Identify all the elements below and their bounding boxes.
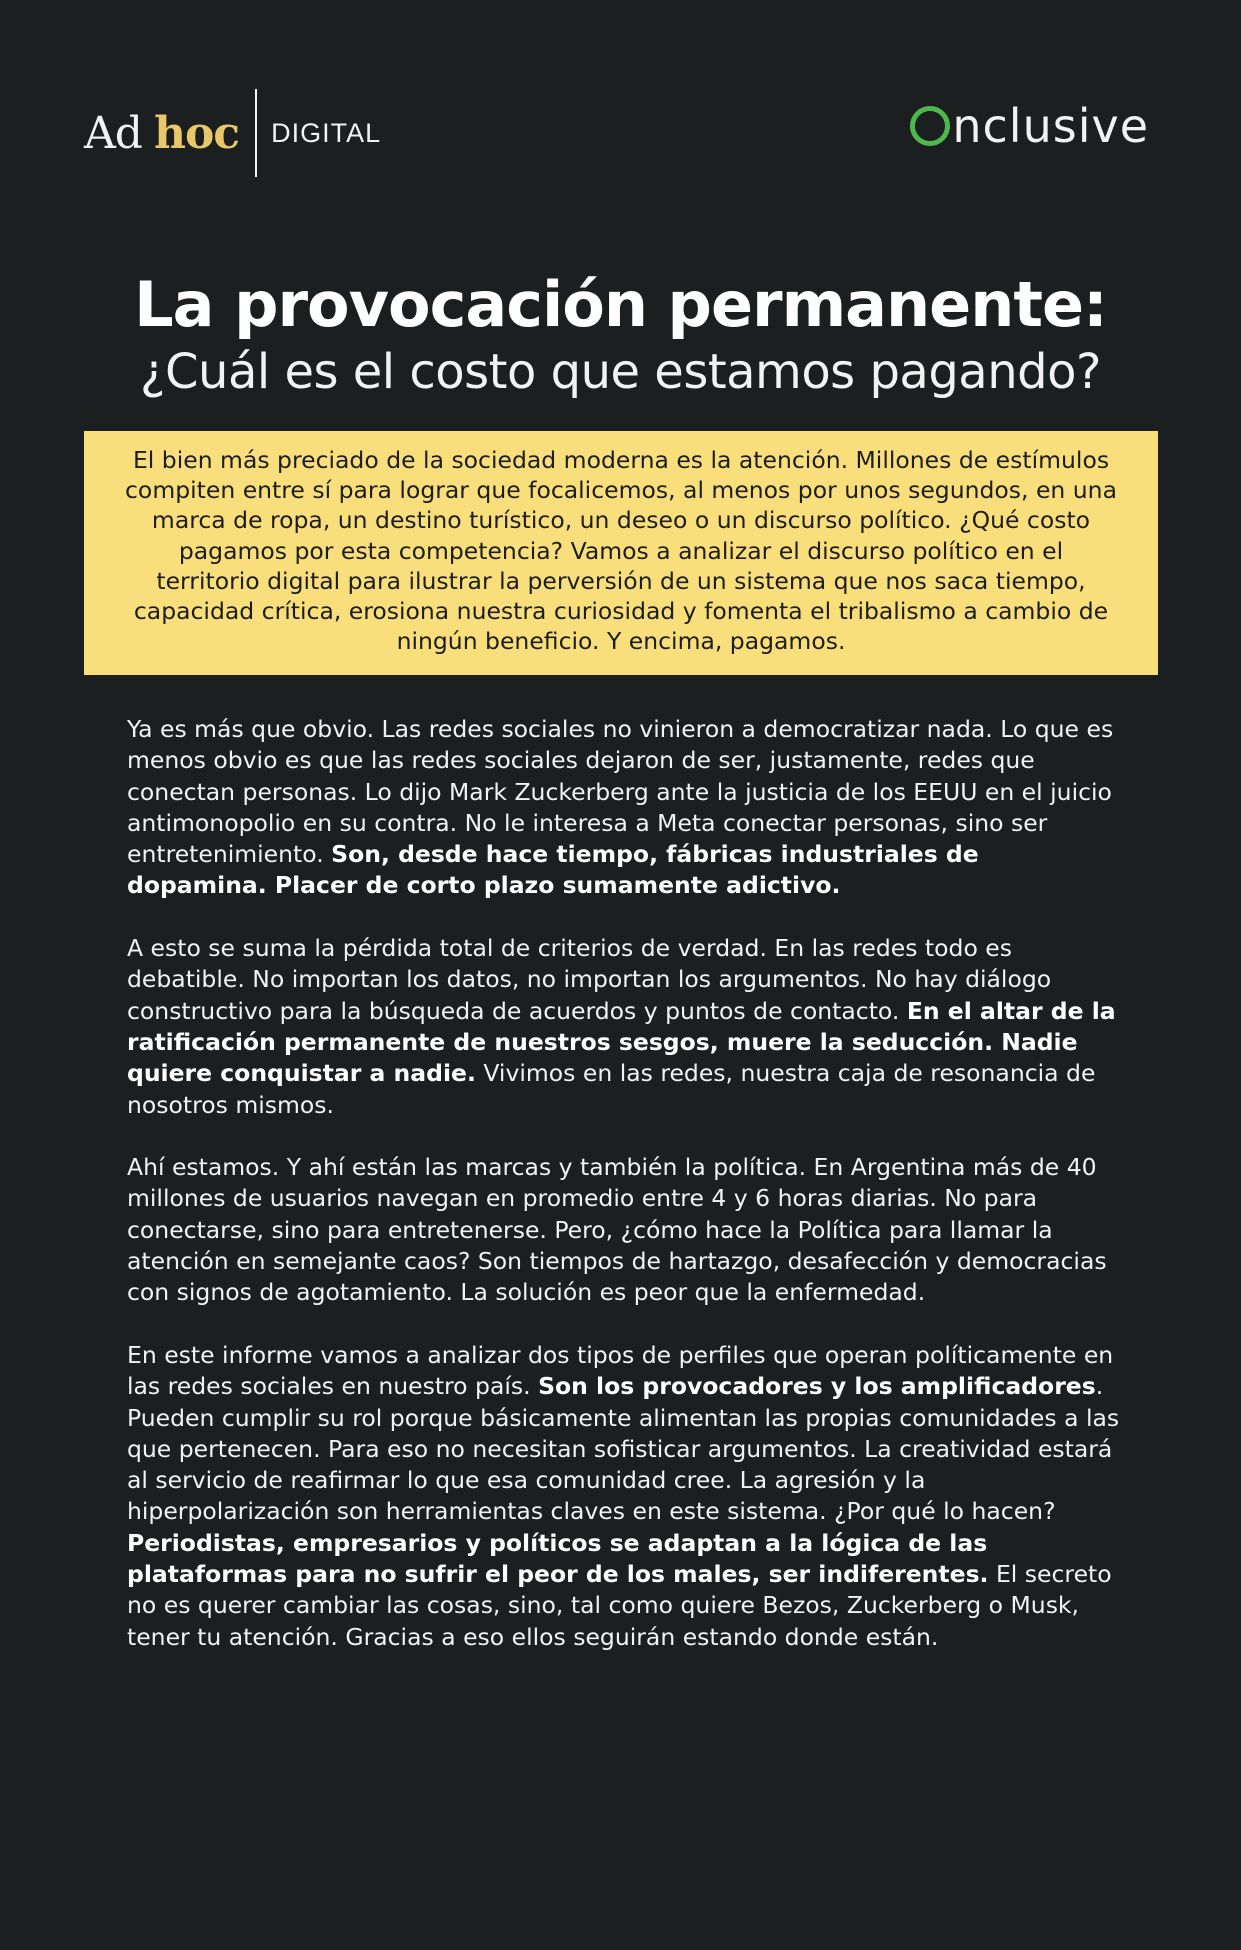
paragraph-2-text-a: A esto se suma la pérdida total de criterios de verdad. En las redes todo es debatible. No importan los datos, no importan los argumentos. No hay diálogo constructivo para la búsqueda de acuerdos y puntos de contacto. bbox=[127, 934, 1052, 1025]
paragraph-4-text-c: El secreto no es querer cambiar las cosas, sino, tal como quiere Bezos, Zuckerberg o Musk, tener tu atención. Gracias a eso ellos seguirán estando donde están. bbox=[127, 1560, 1112, 1651]
logo-adhoc-digital: DIGITAL bbox=[271, 117, 382, 148]
logo-divider bbox=[255, 89, 257, 177]
paragraph-1 bbox=[127, 714, 1123, 902]
paragraph-4-bold-b: Periodistas, empresarios y políticos se adaptan a la lógica de las plataformas para no sufrir el peor de los males, ser indiferentes. bbox=[127, 1528, 989, 1589]
article-body bbox=[127, 714, 1123, 1684]
paragraph-4-text-b: . Pueden cumplir su rol porque básicamente alimentan las propias comunidades a las que pertenecen. Para eso no necesitan sofisticar argumentos. La creatividad estará al servicio de reafirmar lo que esa comunidad cree. La agresión y la hiperpolarización son herramientas claves en este sistema. ¿Por qué lo hacen? bbox=[127, 1372, 1120, 1526]
paragraph-2 bbox=[127, 933, 1123, 1121]
onclusive-o-ring-icon bbox=[910, 106, 950, 146]
paragraph-1-text: Ya es más que obvio. Las redes sociales no vinieron a democratizar nada. Lo que es menos obvio es que las redes sociales dejaron de ser, justamente, redes que conectan personas. Lo dijo Mark Zuckerberg ante la justicia de los EEUU en el juicio antimonopolio en su contra. No le interesa a Meta conectar personas, sino ser entretenimiento. bbox=[127, 715, 1114, 869]
paragraph-3 bbox=[127, 1152, 1123, 1308]
onclusive-logo-text: nclusive bbox=[952, 99, 1149, 153]
paragraph-4 bbox=[127, 1340, 1123, 1653]
paragraph-2-text-b: Vivimos en las redes, nuestra caja de resonancia de nosotros mismos. bbox=[127, 1059, 1096, 1119]
paragraph-4-text-a: En este informe vamos a analizar dos tipos de perfiles que operan políticamente en las redes sociales en nuestro país. bbox=[127, 1340, 1114, 1401]
paragraph-2-bold: En el altar de la ratificación permanente de nuestros sesgos, muere la seducción. Nadie quiere conquistar a nadie. bbox=[127, 996, 1116, 1088]
paragraph-3-text: Ahí estamos. Y ahí están las marcas y también la política. En Argentina más de 40 millones de usuarios navegan en promedio entre 4 y 6 horas diarias. No para conectarse, sino para entretenerse. Pero, ¿cómo hace la Política para llamar la atención en semejante caos? Son tiempos de hartazgo, desafección y democracias con signos de agotamiento. La solución es peor que la enfermedad. bbox=[127, 1153, 1107, 1307]
logo-adhoc-hoc: hoc bbox=[153, 107, 240, 159]
intro-text: El bien más preciado de la sociedad moderna es la atención. Millones de estímulos compiten entre sí para lograr que focalicemos, al menos por unos segundos, en una marca de ropa, un destino turístico, un deseo o un discurso político. ¿Qué costo pagamos por esta competencia? Vamos a analizar el discurso político en el territorio digital para ilustrar la perversión de un sistema que nos saca tiempo, capacidad crítica, erosiona nuestra curiosidad y fomenta el tribalismo a cambio de ningún beneficio. Y encima, pagamos. bbox=[125, 446, 1117, 656]
onclusive-logo bbox=[910, 96, 1149, 156]
page-subtitle: ¿Cuál es el costo que estamos pagando? bbox=[140, 344, 1101, 400]
intro-callout bbox=[84, 431, 1158, 675]
paragraph-1-bold: Son, desde hace tiempo, fábricas industriales de dopamina. Placer de corto plazo sumamente adictivo. bbox=[127, 840, 979, 900]
paragraph-4-bold-a: Son los provocadores y los amplificadores bbox=[538, 1372, 1096, 1401]
adhoc-digital-logo bbox=[84, 88, 381, 178]
page-title: La provocación permanente: bbox=[134, 268, 1107, 341]
logo-adhoc-ad: Ad bbox=[84, 107, 142, 159]
